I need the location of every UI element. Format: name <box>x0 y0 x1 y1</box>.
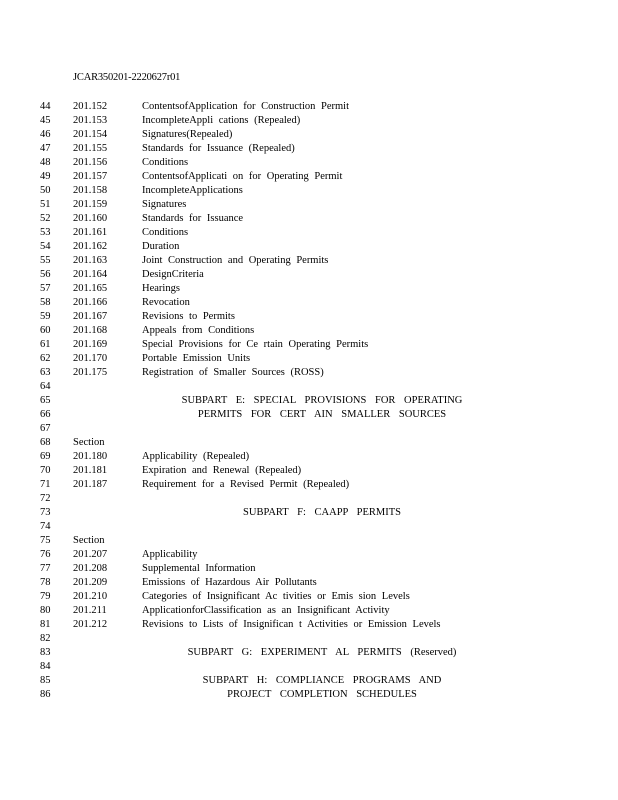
line-number: 62 <box>40 353 51 364</box>
list-item <box>0 520 618 534</box>
line-number: 45 <box>40 115 51 126</box>
list-item <box>0 646 618 660</box>
section-number: 201.210 <box>73 591 108 602</box>
list-item <box>0 478 618 492</box>
section-title: Requirement for a Revised Permit (Repealed) <box>142 479 350 490</box>
section-number: 201.164 <box>73 269 108 280</box>
subpart-heading: PROJECT COMPLETION SCHEDULES <box>227 689 417 700</box>
list-item <box>0 604 618 618</box>
section-number: 201.209 <box>73 577 108 588</box>
list-item <box>0 226 618 240</box>
list-item <box>0 394 618 408</box>
line-number: 49 <box>40 171 51 182</box>
line-number: 53 <box>40 227 51 238</box>
line-number: 76 <box>40 549 51 560</box>
line-number: 59 <box>40 311 51 322</box>
section-number: Section <box>73 437 105 448</box>
line-number: 57 <box>40 283 51 294</box>
section-number: 201.168 <box>73 325 108 336</box>
section-number: 201.154 <box>73 129 108 140</box>
list-item <box>0 534 618 548</box>
section-title: Categories of Insignificant Ac tivities or Emis sion Levels <box>142 591 410 602</box>
line-number: 44 <box>40 101 51 112</box>
section-title: ContentsofApplication for Construction Permit <box>142 101 350 112</box>
line-number: 58 <box>40 297 51 308</box>
line-number: 74 <box>40 521 51 532</box>
list-item <box>0 324 618 338</box>
line-number: 83 <box>40 647 51 658</box>
section-title: Signatures <box>142 199 187 210</box>
section-title: IncompleteAppli cations (Repealed) <box>142 115 301 126</box>
section-number: 201.162 <box>73 241 108 252</box>
list-item <box>0 128 618 142</box>
section-number: 201.159 <box>73 199 108 210</box>
list-item <box>0 492 618 506</box>
section-number: 201.169 <box>73 339 108 350</box>
section-title: Portable Emission Units <box>142 353 251 364</box>
section-title: Standards for Issuance (Repealed) <box>142 143 295 154</box>
list-item <box>0 660 618 674</box>
line-number: 50 <box>40 185 51 196</box>
list-item <box>0 632 618 646</box>
line-number: 69 <box>40 451 51 462</box>
line-number: 64 <box>40 381 51 392</box>
section-title: Registration of Smaller Sources (ROSS) <box>142 367 324 378</box>
list-item <box>0 688 618 702</box>
subpart-heading: SUBPART H: COMPLIANCE PROGRAMS AND <box>202 675 442 686</box>
subpart-heading: PERMITS FOR CERT AIN SMALLER SOURCES <box>197 409 447 420</box>
section-title: ApplicationforClassification as an Insignificant Activity <box>142 605 390 616</box>
list-item <box>0 506 618 520</box>
line-number: 47 <box>40 143 51 154</box>
list-item <box>0 366 618 380</box>
line-number: 79 <box>40 591 51 602</box>
section-number: 201.208 <box>73 563 108 574</box>
list-item <box>0 254 618 268</box>
line-number: 65 <box>40 395 51 406</box>
section-number: 201.181 <box>73 465 108 476</box>
list-item <box>0 198 618 212</box>
section-title: Emissions of Hazardous Air Pollutants <box>142 577 317 588</box>
section-number: 201.212 <box>73 619 108 630</box>
line-number: 68 <box>40 437 51 448</box>
line-number: 66 <box>40 409 51 420</box>
line-number: 51 <box>40 199 51 210</box>
section-title: Supplemental Information <box>142 563 256 574</box>
list-item <box>0 100 618 114</box>
section-title: Revisions to Lists of Insignifican t Activities or Emission Levels <box>142 619 441 630</box>
section-title: Hearings <box>142 283 180 294</box>
list-item <box>0 142 618 156</box>
subpart-heading: SUBPART F: CAAPP PERMITS <box>243 507 401 518</box>
section-number: 201.165 <box>73 283 108 294</box>
section-number: 201.211 <box>73 605 107 616</box>
line-number: 61 <box>40 339 51 350</box>
subpart-heading: SUBPART G: EXPERIMENT AL PERMITS (Reserved) <box>187 647 457 658</box>
section-number: 201.180 <box>73 451 108 462</box>
list-item <box>0 618 618 632</box>
section-number: 201.175 <box>73 367 108 378</box>
section-number: 201.161 <box>73 227 108 238</box>
list-item <box>0 156 618 170</box>
list-item <box>0 422 618 436</box>
list-item <box>0 562 618 576</box>
section-number: 201.157 <box>73 171 108 182</box>
section-number: 201.156 <box>73 157 108 168</box>
line-number: 81 <box>40 619 51 630</box>
line-number: 77 <box>40 563 51 574</box>
section-title: IncompleteApplications <box>142 185 243 196</box>
list-item <box>0 590 618 604</box>
line-number: 48 <box>40 157 51 168</box>
line-number: 80 <box>40 605 51 616</box>
section-number: 201.160 <box>73 213 108 224</box>
section-title: Joint Construction and Operating Permits <box>142 255 329 266</box>
section-number: 201.155 <box>73 143 108 154</box>
line-number: 86 <box>40 689 51 700</box>
section-title: Conditions <box>142 157 189 168</box>
list-item <box>0 296 618 310</box>
section-title: Expiration and Renewal (Repealed) <box>142 465 302 476</box>
list-item <box>0 268 618 282</box>
line-number: 72 <box>40 493 51 504</box>
list-item <box>0 240 618 254</box>
list-item <box>0 352 618 366</box>
line-number: 67 <box>40 423 51 434</box>
list-item <box>0 380 618 394</box>
section-number: 201.207 <box>73 549 108 560</box>
section-number: Section <box>73 535 105 546</box>
document-id: JCAR350201-2220627r01 <box>73 72 181 83</box>
section-title: ContentsofApplicati on for Operating Permit <box>142 171 343 182</box>
section-number: 201.170 <box>73 353 108 364</box>
line-number: 63 <box>40 367 51 378</box>
table-of-contents <box>0 100 618 702</box>
section-title: Standards for Issuance <box>142 213 244 224</box>
section-number: 201.166 <box>73 297 108 308</box>
section-number: 201.152 <box>73 101 108 112</box>
line-number: 55 <box>40 255 51 266</box>
list-item <box>0 212 618 226</box>
line-number: 54 <box>40 241 51 252</box>
section-title: Applicability <box>142 549 198 560</box>
list-item <box>0 310 618 324</box>
list-item <box>0 184 618 198</box>
section-title: Applicability (Repealed) <box>142 451 250 462</box>
section-number: 201.187 <box>73 479 108 490</box>
section-title: Revocation <box>142 297 190 308</box>
section-title: Conditions <box>142 227 189 238</box>
section-number: 201.163 <box>73 255 108 266</box>
section-number: 201.167 <box>73 311 108 322</box>
line-number: 78 <box>40 577 51 588</box>
line-number: 75 <box>40 535 51 546</box>
list-item <box>0 338 618 352</box>
section-title: Appeals from Conditions <box>142 325 255 336</box>
section-title: Duration <box>142 241 180 252</box>
section-number: 201.153 <box>73 115 108 126</box>
line-number: 84 <box>40 661 51 672</box>
list-item <box>0 450 618 464</box>
list-item <box>0 114 618 128</box>
line-number: 73 <box>40 507 51 518</box>
list-item <box>0 464 618 478</box>
line-number: 85 <box>40 675 51 686</box>
subpart-heading: SUBPART E: SPECIAL PROVISIONS FOR OPERATING <box>181 395 463 406</box>
section-title: Special Provisions for Ce rtain Operating Permits <box>142 339 369 350</box>
list-item <box>0 436 618 450</box>
list-item <box>0 170 618 184</box>
line-number: 52 <box>40 213 51 224</box>
line-number: 71 <box>40 479 51 490</box>
list-item <box>0 576 618 590</box>
list-item <box>0 282 618 296</box>
line-number: 56 <box>40 269 51 280</box>
list-item <box>0 408 618 422</box>
section-title: Revisions to Permits <box>142 311 235 322</box>
line-number: 82 <box>40 633 51 644</box>
list-item <box>0 548 618 562</box>
line-number: 46 <box>40 129 51 140</box>
line-number: 60 <box>40 325 51 336</box>
section-title: DesignCriteria <box>142 269 204 280</box>
section-title: Signatures(Repealed) <box>142 129 233 140</box>
line-number: 70 <box>40 465 51 476</box>
list-item <box>0 674 618 688</box>
section-number: 201.158 <box>73 185 108 196</box>
